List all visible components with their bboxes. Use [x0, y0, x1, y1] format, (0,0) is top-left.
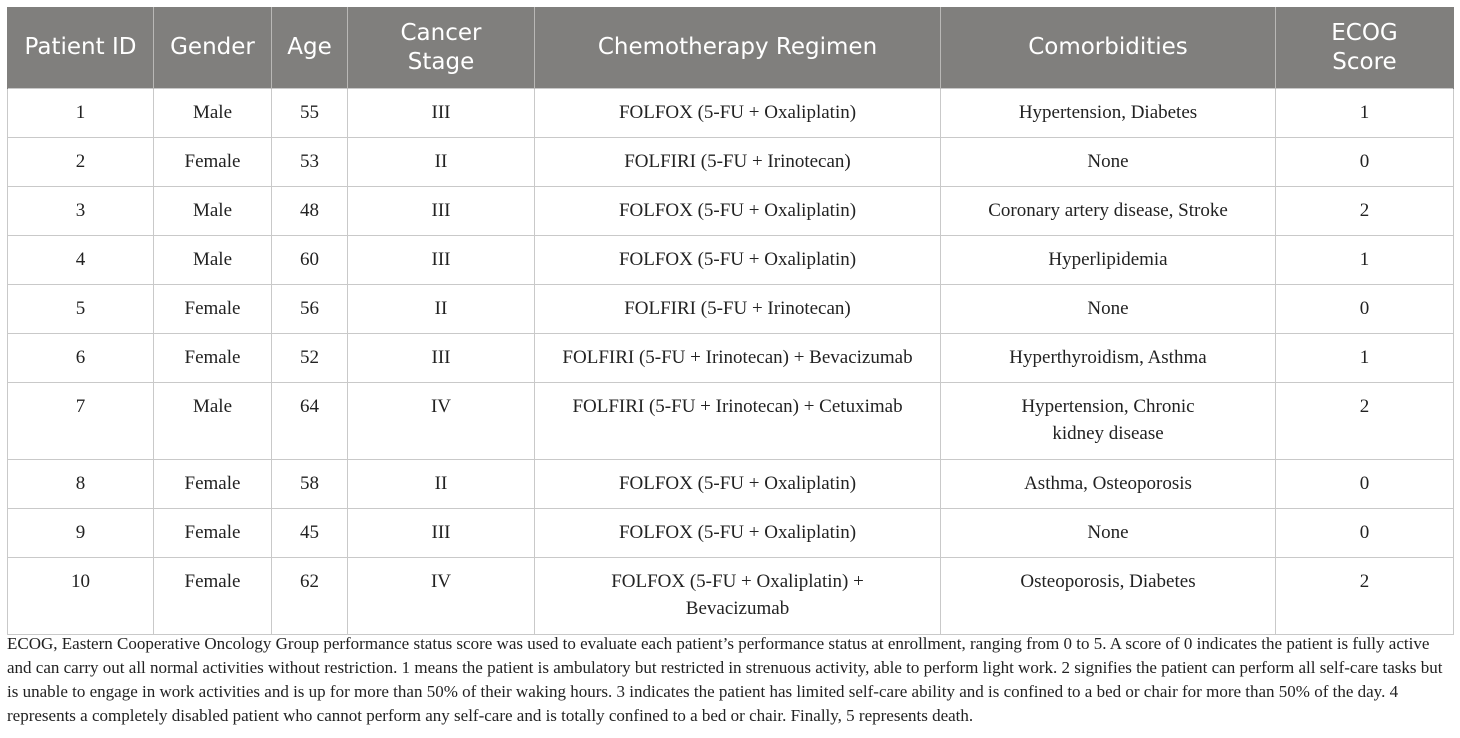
cell-ecog-score: 2	[1276, 383, 1454, 460]
cell-age: 58	[272, 460, 348, 509]
cell-cancer-stage: II	[348, 460, 535, 509]
cell-comorbidities: None	[941, 285, 1276, 334]
cell-regimen: FOLFOX (5-FU + Oxaliplatin)	[535, 89, 941, 138]
header-row	[8, 7, 1454, 89]
cell-cancer-stage: II	[348, 138, 535, 187]
table-footnote: ECOG, Eastern Cooperative Oncology Group performance status score was used to evaluate each patient’s performance status at enrollment, ranging from 0 to 5. A score of 0 indicates the patient is fully active and can carry out all normal activities without restriction. 1 means the patient is ambulatory but restricted in strenuous activity, able to perform light work. 2 signifies the patient can perform all self-care tasks but is unable to engage in work activities and is up for more than 50% of their waking hours. 3 indicates the patient has limited self-care ability and is confined to a bed or chair for more than 50% of the day. 4 represents a completely disabled patient who cannot perform any self-care and is totally confined to a bed or chair. Finally, 5 represents death.	[7, 634, 1443, 725]
cell-comorbidities: Coronary artery disease, Stroke	[941, 187, 1276, 236]
cell-gender: Male	[154, 236, 272, 285]
cell-patient-id: 4	[8, 236, 154, 285]
cell-cancer-stage: III	[348, 187, 535, 236]
cell-cancer-stage: III	[348, 89, 535, 138]
cell-patient-id: 1	[8, 89, 154, 138]
cell-gender: Male	[154, 383, 272, 460]
cell-age: 64	[272, 383, 348, 460]
table-row	[8, 138, 1454, 187]
cell-gender: Female	[154, 138, 272, 187]
cell-age: 52	[272, 334, 348, 383]
table-row	[8, 236, 1454, 285]
patient-characteristics-table	[7, 7, 1454, 635]
cell-patient-id: 3	[8, 187, 154, 236]
cell-regimen: FOLFOX (5-FU + Oxaliplatin)	[535, 509, 941, 558]
header-ecog-score: ECOG Score	[1276, 7, 1454, 89]
cell-ecog-score: 1	[1276, 334, 1454, 383]
header-patient-id: Patient ID	[8, 7, 154, 89]
cell-comorbidities: Hyperlipidemia	[941, 236, 1276, 285]
table-row	[8, 285, 1454, 334]
cell-regimen: FOLFOX (5-FU + Oxaliplatin) + Bevacizumab	[535, 558, 941, 635]
cell-regimen: FOLFOX (5-FU + Oxaliplatin)	[535, 187, 941, 236]
cell-patient-id: 7	[8, 383, 154, 460]
header-cancer-stage: Cancer Stage	[348, 7, 535, 89]
cell-regimen: FOLFIRI (5-FU + Irinotecan)	[535, 138, 941, 187]
cell-regimen: FOLFIRI (5-FU + Irinotecan)	[535, 285, 941, 334]
cell-regimen: FOLFOX (5-FU + Oxaliplatin)	[535, 236, 941, 285]
cell-comorbidities: Asthma, Osteoporosis	[941, 460, 1276, 509]
cell-comorbidities: Hyperthyroidism, Asthma	[941, 334, 1276, 383]
cell-ecog-score: 2	[1276, 558, 1454, 635]
cell-cancer-stage: II	[348, 285, 535, 334]
table-row	[8, 558, 1454, 635]
table-row	[8, 383, 1454, 460]
cell-patient-id: 8	[8, 460, 154, 509]
cell-gender: Female	[154, 509, 272, 558]
cell-cancer-stage: III	[348, 236, 535, 285]
header-gender: Gender	[154, 7, 272, 89]
cell-comorbidities: Osteoporosis, Diabetes	[941, 558, 1276, 635]
cell-ecog-score: 1	[1276, 236, 1454, 285]
header-chemotherapy-regimen: Chemotherapy Regimen	[535, 7, 941, 89]
cell-comorbidities: Hypertension, Chronic kidney disease	[941, 383, 1276, 460]
cell-age: 48	[272, 187, 348, 236]
table-row	[8, 460, 1454, 509]
cell-patient-id: 9	[8, 509, 154, 558]
cell-age: 45	[272, 509, 348, 558]
cell-gender: Female	[154, 334, 272, 383]
cell-cancer-stage: III	[348, 509, 535, 558]
cell-ecog-score: 0	[1276, 509, 1454, 558]
cell-regimen: FOLFIRI (5-FU + Irinotecan) + Bevacizumab	[535, 334, 941, 383]
cell-age: 55	[272, 89, 348, 138]
cell-gender: Male	[154, 187, 272, 236]
cell-ecog-score: 2	[1276, 187, 1454, 236]
table-row	[8, 509, 1454, 558]
cell-gender: Female	[154, 285, 272, 334]
cell-ecog-score: 1	[1276, 89, 1454, 138]
cell-age: 62	[272, 558, 348, 635]
header-comorbidities: Comorbidities	[941, 7, 1276, 89]
cell-patient-id: 10	[8, 558, 154, 635]
cell-comorbidities: Hypertension, Diabetes	[941, 89, 1276, 138]
cell-regimen: FOLFIRI (5-FU + Irinotecan) + Cetuximab	[535, 383, 941, 460]
cell-cancer-stage: III	[348, 334, 535, 383]
cell-gender: Male	[154, 89, 272, 138]
table-row	[8, 89, 1454, 138]
table-row	[8, 334, 1454, 383]
cell-patient-id: 5	[8, 285, 154, 334]
cell-ecog-score: 0	[1276, 285, 1454, 334]
cell-age: 53	[272, 138, 348, 187]
cell-cancer-stage: IV	[348, 383, 535, 460]
cell-age: 56	[272, 285, 348, 334]
cell-ecog-score: 0	[1276, 138, 1454, 187]
table-row	[8, 187, 1454, 236]
cell-gender: Female	[154, 460, 272, 509]
cell-comorbidities: None	[941, 509, 1276, 558]
cell-patient-id: 6	[8, 334, 154, 383]
cell-age: 60	[272, 236, 348, 285]
cell-comorbidities: None	[941, 138, 1276, 187]
cell-patient-id: 2	[8, 138, 154, 187]
cell-gender: Female	[154, 558, 272, 635]
header-age: Age	[272, 7, 348, 89]
patient-table-container	[7, 7, 1453, 635]
cell-cancer-stage: IV	[348, 558, 535, 635]
cell-regimen: FOLFOX (5-FU + Oxaliplatin)	[535, 460, 941, 509]
cell-ecog-score: 0	[1276, 460, 1454, 509]
